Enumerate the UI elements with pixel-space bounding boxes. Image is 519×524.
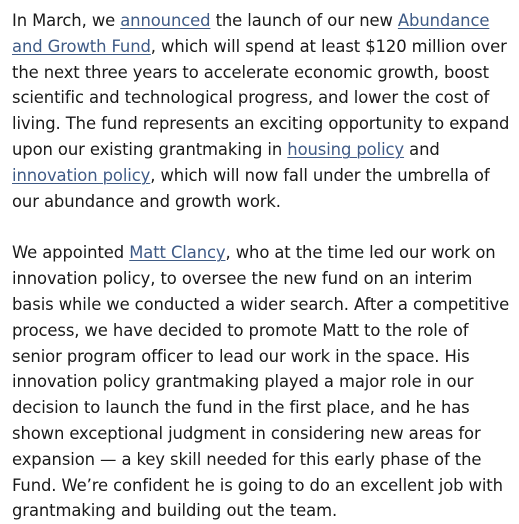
paragraph-text: , which will spend at least $120 million over the next three years to accelerate economic growth, boost scientific and technological progress, and lower the cost of living. The fund represents an exciting opportunity to expand upon our existing grantmaking in	[12, 36, 510, 159]
abundance-growth-fund-link[interactable]: Abundance and Growth Fund	[12, 11, 490, 56]
paragraph-text: , which will now fall under the umbrella of our abundance and growth work.	[12, 165, 490, 211]
paragraph-announcement	[12, 8, 512, 214]
paragraph-text: , who at the time led our work on innovation policy, to oversee the new fund on an interim basis while we conducted a wider search. After a competitive process, we have decided to promote Matt to the role of senior program officer to lead our work in the space. His innovation policy grantmaking played a major role in our decision to launch the fund in the first place, and he has shown exceptional judgment in considering new areas for expansion — a key skill needed for this early phase of the Fund. We’re confident he is going to do an excellent job with grantmaking and building out the team.	[12, 243, 510, 521]
housing-policy-link[interactable]: housing policy	[287, 139, 405, 159]
paragraph-text: the launch of our new	[210, 11, 398, 30]
paragraph-text: and	[404, 139, 440, 159]
paragraph-text: In March, we	[12, 11, 121, 30]
paragraph-text: We appointed	[12, 243, 130, 263]
innovation-policy-link[interactable]: innovation policy	[12, 165, 151, 185]
announced-link[interactable]: announced	[120, 11, 211, 30]
paragraph-appointment	[12, 240, 512, 524]
matt-clancy-link[interactable]: Matt Clancy	[129, 243, 226, 263]
article-body	[12, 8, 512, 524]
